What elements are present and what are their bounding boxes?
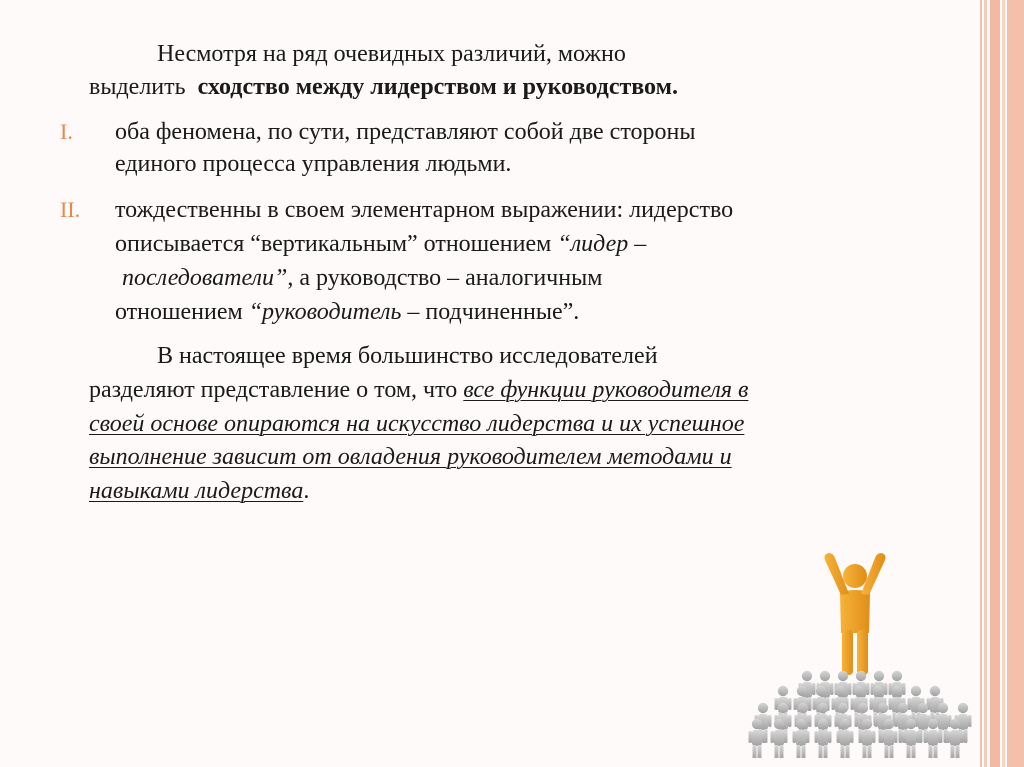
list-marker-2: II. — [60, 197, 81, 222]
list-marker-1: I. — [60, 119, 73, 144]
item-1-line-2: единого процесса управления людьми. — [115, 151, 512, 177]
crowd-figures-icon — [749, 671, 972, 758]
item-1-line-1: оба феномена, по сути, представляют собой две стороны — [115, 119, 696, 145]
decorative-stripes — [980, 0, 1024, 767]
conclusion-line-5: навыками лидерства. — [89, 478, 310, 504]
item-2-line-2: описывается “вертикальным” отношением “лидер – — [115, 231, 647, 257]
leader-figure-icon — [825, 553, 886, 675]
intro-line-1: Несмотря на ряд очевидных различий, можно — [157, 41, 626, 67]
item-2-line-1: тождественны в своем элементарном выражении: лидерство — [115, 197, 734, 223]
item-2-line-3: последователи”, а руководство – аналогичным — [122, 265, 603, 291]
intro-highlight: сходство между лидерством и руководством. — [197, 74, 678, 100]
conclusion-line-2: разделяют представление о том, что все функции руководителя в — [89, 377, 749, 403]
conclusion-line-1: В настоящее время большинство исследователей — [157, 343, 658, 369]
conclusion-line-3: своей основе опираются на искусство лидерства и их успешное — [89, 411, 745, 437]
intro-line-2: выделить сходство между лидерством и руководством. — [89, 74, 678, 100]
conclusion-line-4: выполнение зависит от овладения руководителем методами и — [89, 444, 732, 470]
item-2-line-4: отношением “руководитель – подчиненные”. — [115, 299, 580, 325]
leader-crowd-illustration — [745, 548, 980, 758]
